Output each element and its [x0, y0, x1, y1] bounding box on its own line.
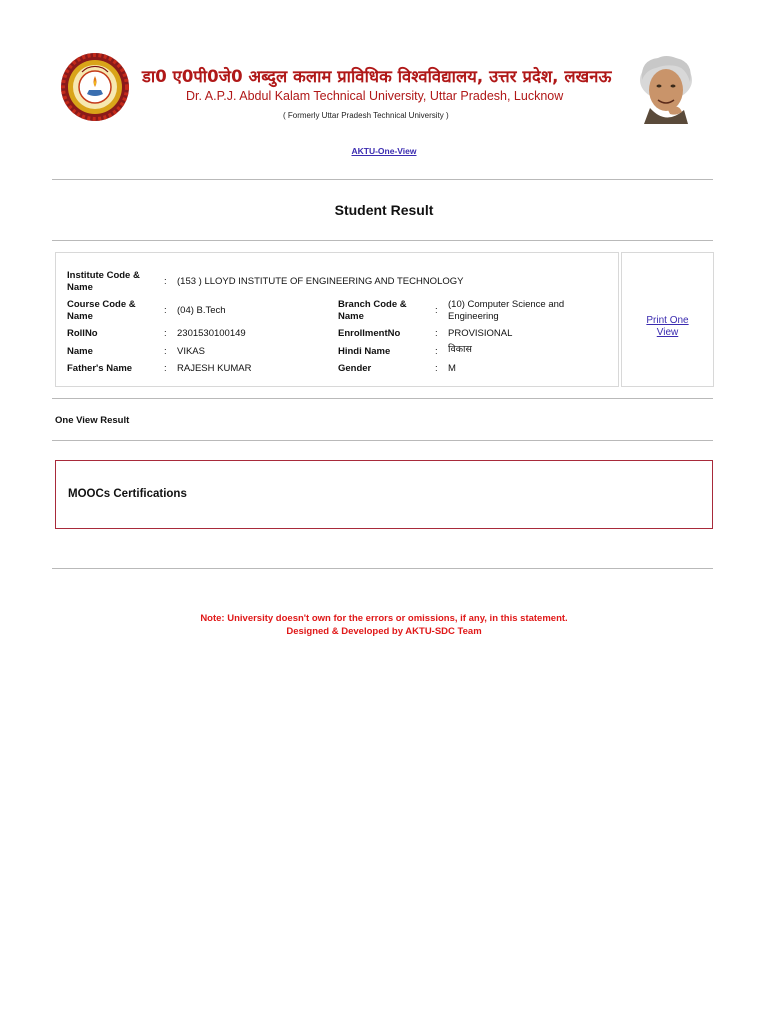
divider	[52, 398, 713, 399]
enrollment-value: PROVISIONAL	[448, 328, 513, 339]
page-header	[0, 0, 768, 140]
colon: :	[435, 363, 438, 374]
rollno-value: 2301530100149	[177, 328, 246, 339]
hindi-name-label: Hindi Name	[338, 346, 391, 357]
divider	[52, 440, 713, 441]
aktu-one-view-link[interactable]: AKTU-One-View	[351, 146, 417, 156]
moocs-title: MOOCs Certifications	[68, 488, 187, 500]
portrait-icon	[628, 50, 704, 124]
father-name-label: Father's Name	[67, 363, 133, 374]
name-value: VIKAS	[177, 346, 205, 357]
university-hindi-title: डा0 ए0पी0जे0 अब्दुल कलाम प्राविधिक विश्वविद्यालय, उत्तर प्रदेश, लखनऊ	[142, 67, 612, 86]
page-title: Student Result	[334, 202, 434, 218]
university-english-title: Dr. A.P.J. Abdul Kalam Technical University, Uttar Pradesh, Lucknow	[186, 89, 564, 103]
colon: :	[164, 363, 167, 374]
branch-value: (10) Computer Science and Engineering	[448, 299, 565, 322]
colon: :	[164, 328, 167, 339]
colon: :	[435, 305, 438, 316]
name-label: Name	[67, 346, 93, 357]
university-seal-icon	[60, 52, 130, 122]
footer-note-block	[0, 612, 768, 638]
rollno-label: RollNo	[67, 328, 98, 339]
institute-label: Institute Code & Name	[67, 270, 140, 293]
divider	[52, 179, 713, 180]
colon: :	[164, 276, 167, 287]
gender-label: Gender	[338, 363, 372, 374]
course-label: Course Code & Name	[67, 299, 136, 322]
enrollment-label: EnrollmentNo	[338, 328, 401, 339]
hindi-name-value: विकास	[448, 344, 472, 355]
developer-credit: Designed & Developed by AKTU-SDC Team	[286, 626, 482, 637]
colon: :	[164, 346, 167, 357]
colon: :	[435, 328, 438, 339]
divider	[52, 568, 713, 569]
print-panel	[621, 252, 714, 387]
colon: :	[164, 305, 167, 316]
gender-value: M	[448, 363, 456, 374]
divider	[52, 240, 713, 241]
institute-value: (153 ) LLOYD INSTITUTE OF ENGINEERING AND TECHNOLOGY	[177, 276, 464, 287]
colon: :	[435, 346, 438, 357]
moocs-panel	[55, 460, 713, 529]
father-name-value: RAJESH KUMAR	[177, 363, 252, 374]
branch-label: Branch Code & Name	[338, 299, 407, 322]
one-view-result-heading: One View Result	[55, 415, 130, 426]
print-one-view-link[interactable]: Print One View	[646, 315, 689, 338]
formerly-name: ( Formerly Uttar Pradesh Technical University )	[283, 111, 449, 120]
disclaimer-note: Note: University doesn't own for the errors or omissions, if any, in this statement.	[200, 613, 568, 624]
student-info-panel	[55, 252, 619, 387]
course-value: (04) B.Tech	[177, 305, 226, 316]
